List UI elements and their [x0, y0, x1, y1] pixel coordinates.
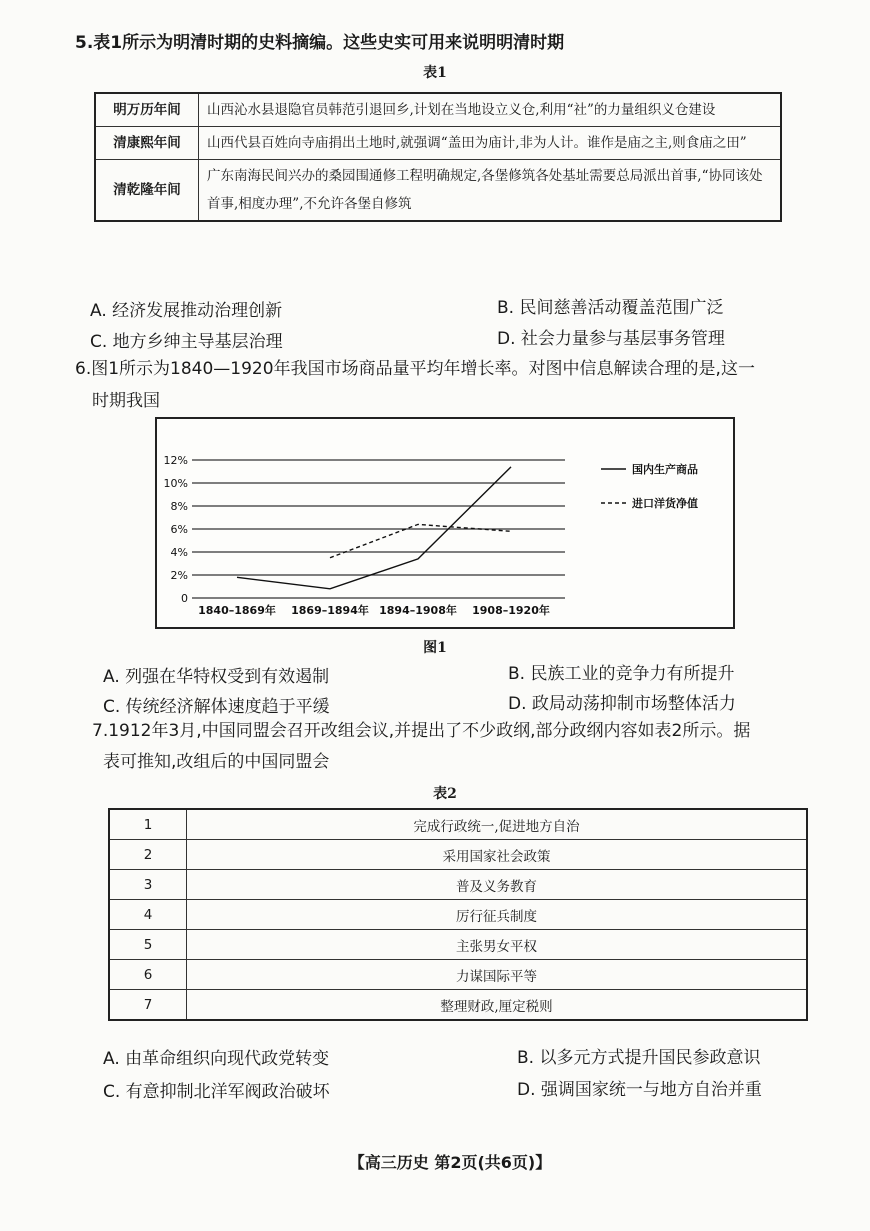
legend-label: 进口洋货净值 — [632, 497, 698, 510]
table1-era: 明万历年间 — [95, 93, 199, 127]
table2-num: 2 — [109, 840, 187, 870]
y-tick-label: 12% — [163, 454, 188, 467]
q6-option-d[interactable]: D. 政局动荡抑制市场整体活力 — [508, 694, 736, 714]
q6-option-c[interactable]: C. 传统经济解体速度趋于平缓 — [103, 697, 330, 717]
q7-option-c[interactable]: C. 有意抑制北洋军阀政治破坏 — [103, 1082, 330, 1102]
table1-content: 山西代县百姓向寺庙捐出土地时,就强调“盖田为庙计,非为人计。谁作是庙之主,则食庙之田” — [199, 127, 782, 160]
table2-num: 5 — [109, 930, 187, 960]
table-row — [109, 900, 807, 930]
table1-era: 清康熙年间 — [95, 127, 199, 160]
table2-num: 4 — [109, 900, 187, 930]
x-tick-label: 1908–1920年 — [472, 604, 550, 617]
q6-stem-line2: 时期我国 — [92, 391, 160, 411]
table-row — [109, 930, 807, 960]
q5-option-a[interactable]: A. 经济发展推动治理创新 — [90, 301, 283, 321]
x-tick-label: 1894–1908年 — [379, 604, 457, 617]
table2-num: 7 — [109, 990, 187, 1021]
table1-caption: 表1 — [423, 65, 447, 81]
table2-content: 厉行征兵制度 — [187, 900, 808, 930]
table-row — [109, 960, 807, 990]
table1-era: 清乾隆年间 — [95, 160, 199, 222]
y-tick-label: 6% — [170, 523, 188, 536]
q5-option-d[interactable]: D. 社会力量参与基层事务管理 — [497, 329, 725, 349]
table-row — [109, 990, 807, 1021]
q5-option-c[interactable]: C. 地方乡绅主导基层治理 — [90, 332, 283, 352]
table-row — [109, 840, 807, 870]
q6-option-a[interactable]: A. 列强在华特权受到有效遏制 — [103, 667, 330, 687]
table2-content: 整理财政,厘定税则 — [187, 990, 808, 1021]
table2-num: 3 — [109, 870, 187, 900]
table2-content: 力谋国际平等 — [187, 960, 808, 990]
table1-content: 山西沁水县退隐官员韩范引退回乡,计划在当地设立义仓,利用“社”的力量组织义仓建设 — [199, 93, 782, 127]
y-tick-label: 0 — [181, 592, 188, 605]
table2-num: 1 — [109, 809, 187, 840]
table2-content: 完成行政统一,促进地方自治 — [187, 809, 808, 840]
table2-num: 6 — [109, 960, 187, 990]
q7-option-a[interactable]: A. 由革命组织向现代政党转变 — [103, 1049, 330, 1069]
q6-option-b[interactable]: B. 民族工业的竞争力有所提升 — [508, 664, 735, 684]
legend-label: 国内生产商品 — [632, 463, 698, 476]
table-row — [109, 870, 807, 900]
y-tick-label: 2% — [170, 569, 188, 582]
q6-stem-line1: 6.图1所示为1840—1920年我国市场商品量平均年增长率。对图中信息解读合理的是,这一 — [75, 359, 755, 379]
table2-content: 采用国家社会政策 — [187, 840, 808, 870]
table2-content: 主张男女平权 — [187, 930, 808, 960]
y-tick-label: 10% — [163, 477, 188, 490]
table2-caption: 表2 — [433, 786, 457, 802]
table-row — [109, 809, 807, 840]
y-tick-label: 8% — [170, 500, 188, 513]
x-tick-label: 1869–1894年 — [291, 604, 369, 617]
table2 — [108, 808, 808, 1021]
chart-frame — [156, 418, 734, 628]
table1-content: 广东南海民间兴办的桑园围通修工程明确规定,各堡修筑各处基址需要总局派出首事,“协同该处首事,相度办理”,不允许各堡自修筑 — [199, 160, 782, 222]
x-tick-label: 1840–1869年 — [198, 604, 276, 617]
q7-stem-line2: 表可推知,改组后的中国同盟会 — [103, 752, 330, 772]
page-footer: 【高三历史 第2页(共6页)】 — [348, 1153, 552, 1172]
q5-option-b[interactable]: B. 民间慈善活动覆盖范围广泛 — [497, 298, 724, 318]
table2-content: 普及义务教育 — [187, 870, 808, 900]
y-tick-label: 4% — [170, 546, 188, 559]
q7-stem-line1: 7.1912年3月,中国同盟会召开改组会议,并提出了不少政纲,部分政纲内容如表2所示。据 — [92, 721, 751, 741]
figure1-caption: 图1 — [423, 640, 447, 656]
q7-option-b[interactable]: B. 以多元方式提升国民参政意识 — [517, 1048, 761, 1068]
q5-stem: 5.表1所示为明清时期的史料摘编。这些史实可用来说明明清时期 — [75, 33, 565, 53]
q7-option-d[interactable]: D. 强调国家统一与地方自治并重 — [517, 1080, 762, 1100]
